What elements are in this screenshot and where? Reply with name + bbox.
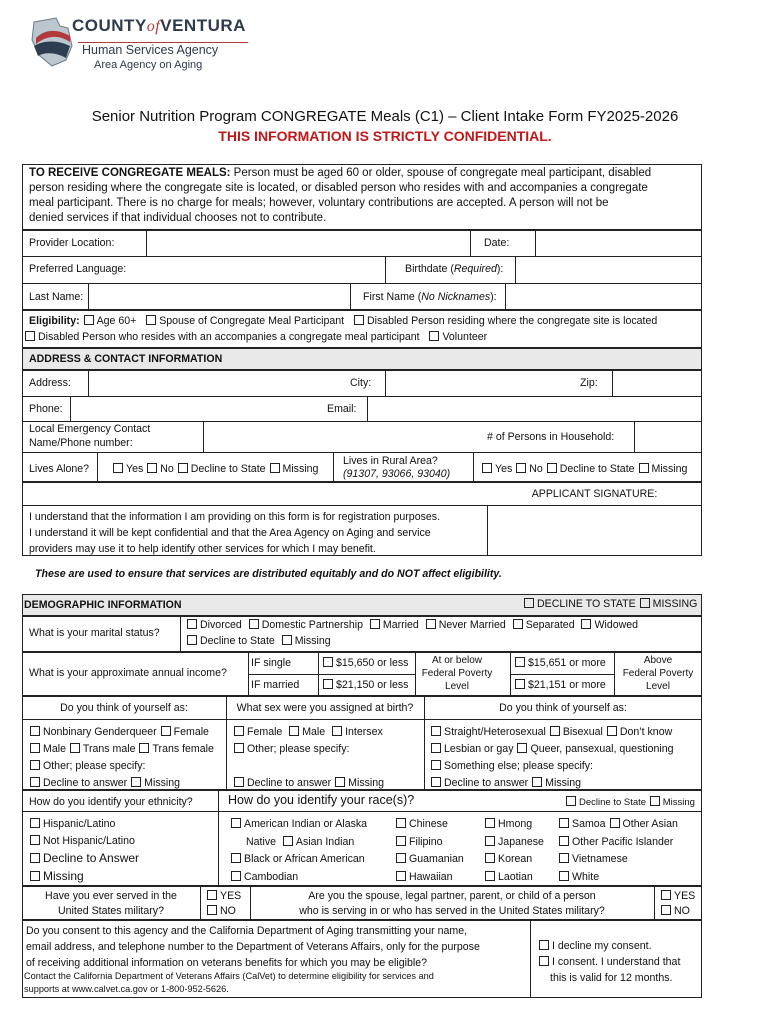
white-checkbox[interactable] [559,871,569,881]
hawaiian-checkbox[interactable] [396,871,406,881]
single-below-checkbox[interactable] [323,657,333,667]
consent-options: I decline my consent. I consent. I understand that this is valid for 12 months. [538,938,680,986]
provider-location-label: Provider Location: [29,237,115,249]
demographic-missing-checkbox[interactable] [640,598,650,608]
agency-name: Human Services Agency [82,43,219,57]
lesbian-gay-checkbox[interactable] [431,743,441,753]
intro-text: TO RECEIVE CONGREGATE MEALS: Person must be aged 60 or older, spouse of congregate meal participant, disabled person residing where the congregate site is located, or disabled person who resides with and accompanies a congregate meal participant. There is no charge for meals; however, voluntary contributions are accepted. A person will not be denied services if that individual chooses not to contribute. [29,167,652,224]
gi-decline-checkbox[interactable] [30,777,40,787]
emergency-contact-input[interactable] [205,423,480,450]
military-family-yes-checkbox[interactable] [661,890,671,900]
intersex-checkbox[interactable] [332,726,342,736]
give-consent-checkbox[interactable] [539,956,549,966]
race-col2: Chinese Filipino Guamanian Hawaiian [395,816,464,886]
sex-female-checkbox[interactable] [234,726,244,736]
household-label: # of Persons in Household: [487,431,615,443]
sex-decline-checkbox[interactable] [234,777,244,787]
eligibility-row2: Disabled Person who resides with an accompanies a congregate meal participant Volunteer [24,331,487,344]
rural-options: Yes No Decline to State Missing [481,463,687,476]
address-label: Address: [29,377,71,389]
straight-checkbox[interactable] [431,726,441,736]
domestic-partnership-checkbox[interactable] [249,619,259,629]
military-family-no-checkbox[interactable] [661,905,671,915]
address-input[interactable] [90,372,383,394]
marital-missing-checkbox[interactable] [282,635,292,645]
date-label: Date: [484,237,510,249]
if-married-label: IF married [251,679,300,691]
city-label: City: [350,377,372,389]
guamanian-checkbox[interactable] [396,853,406,863]
eth-missing-checkbox[interactable] [30,871,40,881]
lives-alone-options: Yes No Decline to State Missing [112,463,318,476]
so-decline-checkbox[interactable] [431,777,441,787]
race-question: How do you identify your race(s)? [228,793,415,807]
volunteer-checkbox[interactable] [429,331,439,341]
lives-alone-decline[interactable] [178,463,188,473]
birthdate-label: Birthdate (Required): [405,263,504,275]
rural-label: Lives in Rural Area? (91307, 93066, 93040) [343,455,451,480]
single-above-option: $15,651 or more [514,657,606,670]
form-title: Senior Nutrition Program CONGREGATE Meals (C1) – Client Intake Form FY2025-2026 [91,108,679,125]
ethnicity-question: How do you identify your ethnicity? [29,796,193,808]
sex-question: What sex were you assigned at birth? [236,702,414,714]
military-options: YES NO [206,889,241,919]
demographic-decline-options: DECLINE TO STATE MISSING [523,598,697,611]
income-question: What is your approximate annual income? [29,667,227,679]
signature-label: APPLICANT SIGNATURE: [531,488,658,500]
divorced-checkbox[interactable] [187,619,197,629]
korean-checkbox[interactable] [485,853,495,863]
confidential-notice: THIS INFORMATION IS STRICTLY CONFIDENTIAL. [218,128,552,144]
decline-consent-checkbox[interactable] [539,940,549,950]
so-else-checkbox[interactable] [431,760,441,770]
demographic-decline-checkbox[interactable] [524,598,534,608]
gender-options: Nonbinary Genderqueer Female Male Trans male Trans female Other; please specify: Decline to answer Missing [29,724,214,792]
vietnamese-checkbox[interactable] [559,853,569,863]
last-name-input[interactable] [90,285,348,307]
married-below-checkbox[interactable] [323,679,333,689]
lives-alone-no[interactable] [147,463,157,473]
at-or-below-label: At or below Federal Poverty Level [421,655,493,692]
marital-options-row1: Divorced Domestic Partnership Married Never Married Separated Widowed [186,619,638,632]
laotian-checkbox[interactable] [485,871,495,881]
filipino-checkbox[interactable] [396,836,406,846]
not-hispanic-checkbox[interactable] [30,835,40,845]
email-input[interactable] [369,398,700,419]
disabled-companion-checkbox[interactable] [25,331,35,341]
if-single-label: IF single [251,657,292,669]
address-section-title: ADDRESS & CONTACT INFORMATION [29,353,223,365]
rural-decline[interactable] [547,463,557,473]
sex-male-checkbox[interactable] [289,726,299,736]
rural-no[interactable] [516,463,526,473]
military-no-checkbox[interactable] [207,905,217,915]
trans-female-checkbox[interactable] [139,743,149,753]
gi-female-checkbox[interactable] [161,726,171,736]
calvet-contact: Contact the California Department of Veterans Affairs (CalVet) to determine eligibility for services and supports at www.calvet.ca.gov or 1-800-952-5626. [24,971,434,994]
lives-alone-yes[interactable] [113,463,123,473]
eth-decline-checkbox[interactable] [30,853,40,863]
county-map-icon [30,16,74,68]
email-label: Email: [327,403,357,415]
so-missing-checkbox[interactable] [532,777,542,787]
dont-know-checkbox[interactable] [607,726,617,736]
sex-options: Female Male Intersex Other; please specify: Decline to answer Missing [233,724,384,792]
married-above-checkbox[interactable] [515,679,525,689]
hmong-checkbox[interactable] [485,818,495,828]
hispanic-checkbox[interactable] [30,818,40,828]
race-decline-options: Decline to State Missing [565,796,695,808]
other-asian-checkbox[interactable] [610,818,620,828]
never-married-checkbox[interactable] [426,619,436,629]
samoa-checkbox[interactable] [559,818,569,828]
phone-label: Phone: [29,403,63,415]
military-family-question: Are you the spouse, legal partner, parent, or child of a person who is serving in or who has served in the United States military? [299,890,605,917]
last-name-label: Last Name: [29,291,84,303]
first-name-input[interactable] [507,285,700,307]
bisexual-checkbox[interactable] [550,726,560,736]
zip-input[interactable] [614,372,700,394]
japanese-checkbox[interactable] [485,836,495,846]
logo-ventura: VENTURA [160,16,246,35]
separated-checkbox[interactable] [513,619,523,629]
rural-yes[interactable] [482,463,492,473]
gender-identity-question: Do you think of yourself as: [60,702,188,714]
race-col4: Samoa Other Asian Other Pacific Islander Vietnamese White [558,816,678,886]
emergency-contact-label: Local Emergency Contact Name/Phone number: [29,423,151,449]
gi-male-checkbox[interactable] [30,743,40,753]
sub-agency-name: Area Agency on Aging [94,59,203,71]
military-family-options: YES NO [660,889,695,919]
married-below-option: $21,150 or less [322,679,408,692]
race-col3: Hmong Japanese Korean Laotian [484,816,544,886]
preferred-language-input[interactable] [148,258,383,280]
rural-missing[interactable] [639,463,649,473]
county-logo [30,14,246,78]
household-input[interactable] [636,423,700,450]
aian-checkbox[interactable] [231,818,241,828]
race-decline-checkbox[interactable] [566,796,576,806]
orientation-options: Straight/Heterosexual Bisexual Don’t know Lesbian or gay Queer, pansexual, questioning Something else; please specify: Decline to answer Missing [430,724,674,792]
city-input[interactable] [387,372,567,394]
lives-alone-label: Lives Alone? [29,463,90,475]
acknowledgement-text: I understand that the information I am providing on this form is for registration purposes. I understand it will be kept confidential and that the Area Agency on Aging and service providers may use it to help identify other services for which I may benefit. [29,511,441,555]
gi-missing-checkbox[interactable] [131,777,141,787]
birthdate-input[interactable] [517,258,700,280]
race-col1: American Indian or Alaska Native Asian Indian Black or African American Cambodian [230,816,367,886]
above-label: Above Federal Poverty Level [622,655,694,692]
asian-indian-checkbox[interactable] [283,836,293,846]
gi-other-checkbox[interactable] [30,760,40,770]
logo-of: of [146,18,161,35]
spouse-checkbox[interactable] [146,315,156,325]
cambodian-checkbox[interactable] [231,871,241,881]
demographic-section-title: DEMOGRAPHIC INFORMATION [24,599,182,611]
zip-label: Zip: [580,377,598,389]
married-above-option: $21,151 or more [514,679,606,692]
military-question: Have you ever served in the United States military? [45,890,177,917]
single-below-option: $15,650 or less [322,657,408,670]
other-pi-checkbox[interactable] [559,836,569,846]
lives-alone-missing[interactable] [270,463,280,473]
eligibility-row1: Eligibility: Age 60+ Spouse of Congregate Meal Participant Disabled Person residing where the congregate site is located [29,315,658,327]
marital-options-row2: Decline to State Missing [186,635,331,648]
trans-male-checkbox[interactable] [70,743,80,753]
orientation-question: Do you think of yourself as: [499,702,627,714]
race-missing-checkbox[interactable] [650,796,660,806]
equity-note: These are used to ensure that services are distributed equitably and do NOT affect eligibility. [35,568,502,580]
ethnicity-options: Hispanic/Latino Not Hispanic/Latino Decline to Answer Missing [29,816,139,886]
consent-question: Do you consent to this agency and the California Department of Aging transmitting your name, email address, and telephone number to the Department of Veterans Affairs, only for the purpose of receiving additional information on veterans benefits for which you may be eligible? [26,925,480,969]
chinese-checkbox[interactable] [396,818,406,828]
preferred-language-label: Preferred Language: [29,263,127,275]
marital-question: What is your marital status? [29,627,160,639]
logo-county: COUNTY [72,16,147,35]
military-yes-checkbox[interactable] [207,890,217,900]
date-input[interactable] [537,232,700,254]
first-name-label: First Name (No Nicknames): [363,291,497,303]
queer-checkbox[interactable] [517,743,527,753]
single-above-checkbox[interactable] [515,657,525,667]
widowed-checkbox[interactable] [581,619,591,629]
marital-decline-checkbox[interactable] [187,635,197,645]
married-checkbox[interactable] [370,619,380,629]
sex-missing-checkbox[interactable] [335,777,345,787]
phone-input[interactable] [72,398,322,419]
disabled-resident-checkbox[interactable] [354,315,364,325]
age60-checkbox[interactable] [84,315,94,325]
sex-other-checkbox[interactable] [234,743,244,753]
provider-location-input[interactable] [148,232,468,254]
signature-field[interactable] [489,507,700,554]
black-checkbox[interactable] [231,853,241,863]
nonbinary-checkbox[interactable] [30,726,40,736]
